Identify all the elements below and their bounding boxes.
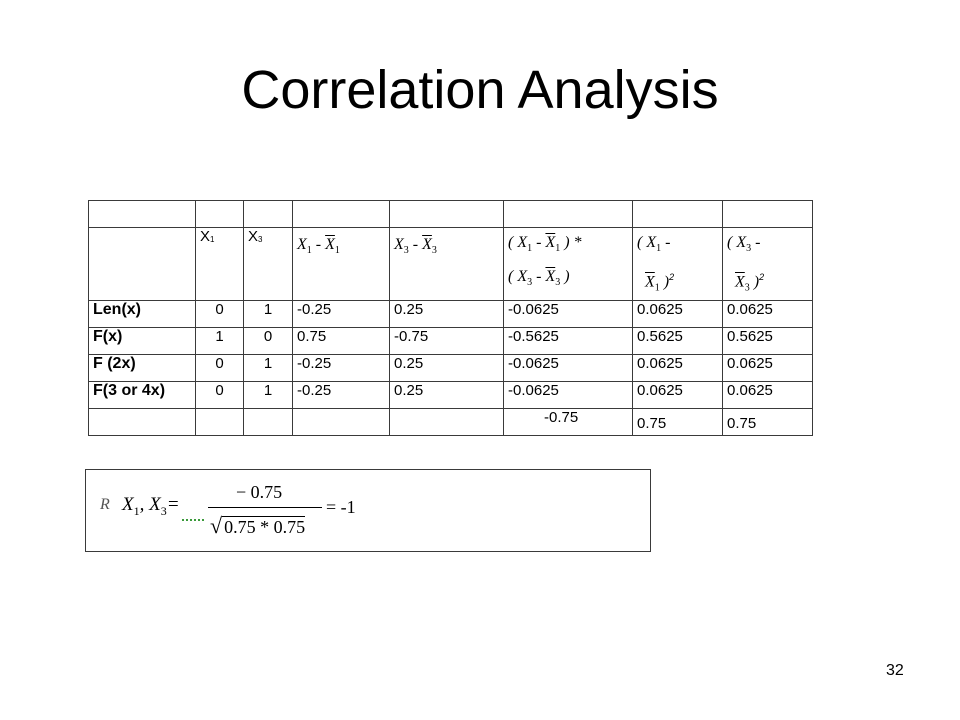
cell-x1-sq: 0.0625 bbox=[633, 381, 723, 408]
header-x1: $X_1$ bbox=[196, 228, 244, 301]
cell-x3-sq: 0.0625 bbox=[723, 300, 813, 327]
cell-x3: 1 bbox=[244, 300, 293, 327]
header-x3: $X_3$ bbox=[244, 228, 293, 301]
header-corner-cell bbox=[89, 228, 196, 301]
cell-x3-dev: 0.25 bbox=[390, 300, 504, 327]
table-totals-row bbox=[89, 408, 813, 435]
formula-denominator: √ 0.75 * 0.75 bbox=[210, 513, 306, 538]
cell-x1-sq: 0.0625 bbox=[633, 354, 723, 381]
cell-x1-dev: -0.25 bbox=[293, 381, 390, 408]
cell-product: -0.0625 bbox=[504, 381, 633, 408]
formula-numerator: − 0.75 bbox=[236, 482, 283, 502]
cell-product: -0.0625 bbox=[504, 354, 633, 381]
cell-x1: 0 bbox=[196, 354, 244, 381]
cell-product: -0.0625 bbox=[504, 300, 633, 327]
fraction-bar bbox=[208, 507, 322, 508]
cell-x1: 0 bbox=[196, 381, 244, 408]
slide-title: Correlation Analysis bbox=[241, 60, 719, 120]
cell-x3-sq: 0.5625 bbox=[723, 327, 813, 354]
table-row bbox=[89, 327, 813, 354]
header-x3-sq: ( $X_3$ - $\overline{X}_3$ )$^2$ bbox=[723, 228, 813, 301]
header-product: ( $X_1 - \overline{X}_1$ ) * ( $X_3 - \overline{X}_3$ ) bbox=[504, 228, 633, 301]
spellcheck-underline bbox=[182, 516, 204, 521]
cell-x3-sq: 0.0625 bbox=[723, 354, 813, 381]
page-number: 32 bbox=[886, 662, 904, 679]
correlation-table bbox=[88, 200, 813, 436]
cell-product: -0.5625 bbox=[504, 327, 633, 354]
formula-symbol: R bbox=[100, 496, 110, 513]
table-row bbox=[89, 300, 813, 327]
formula-result: = -1 bbox=[326, 497, 356, 517]
total-x3-sq: 0.75 bbox=[723, 408, 813, 435]
correlation-formula-box bbox=[85, 469, 651, 552]
total-product: -0.75 bbox=[504, 408, 633, 435]
table-row bbox=[89, 354, 813, 381]
header-x3-dev: $X_3 - \overline{X}_3$ bbox=[390, 228, 504, 301]
cell-x3-dev: 0.25 bbox=[390, 381, 504, 408]
cell-x1: 0 bbox=[196, 300, 244, 327]
cell-x3-dev: 0.25 bbox=[390, 354, 504, 381]
table-row bbox=[89, 381, 813, 408]
header-x1-dev: $X_1 - \overline{X}_1$ bbox=[293, 228, 390, 301]
cell-x3-sq: 0.0625 bbox=[723, 381, 813, 408]
cell-x3: 1 bbox=[244, 381, 293, 408]
row-label: F (2x) bbox=[89, 354, 196, 381]
cell-x3: 0 bbox=[244, 327, 293, 354]
sqrt-icon: √ bbox=[210, 513, 223, 538]
cell-x3-dev: -0.75 bbox=[390, 327, 504, 354]
table-blank-row bbox=[89, 201, 813, 228]
formula-variables: $X_1$, $X_3=$ bbox=[122, 494, 180, 518]
total-x1-sq: 0.75 bbox=[633, 408, 723, 435]
row-label: Len(x) bbox=[89, 300, 196, 327]
header-x1-sq: ( $X_1$ - $\overline{X}_1$ )$^2$ bbox=[633, 228, 723, 301]
table-header-row bbox=[89, 228, 813, 301]
cell-x1-dev: -0.25 bbox=[293, 300, 390, 327]
cell-x1: 1 bbox=[196, 327, 244, 354]
row-label: F(x) bbox=[89, 327, 196, 354]
cell-x1-dev: 0.75 bbox=[293, 327, 390, 354]
cell-x1-sq: 0.0625 bbox=[633, 300, 723, 327]
cell-x1-dev: -0.25 bbox=[293, 354, 390, 381]
cell-x1-sq: 0.5625 bbox=[633, 327, 723, 354]
row-label: F(3 or 4x) bbox=[89, 381, 196, 408]
cell-x3: 1 bbox=[244, 354, 293, 381]
